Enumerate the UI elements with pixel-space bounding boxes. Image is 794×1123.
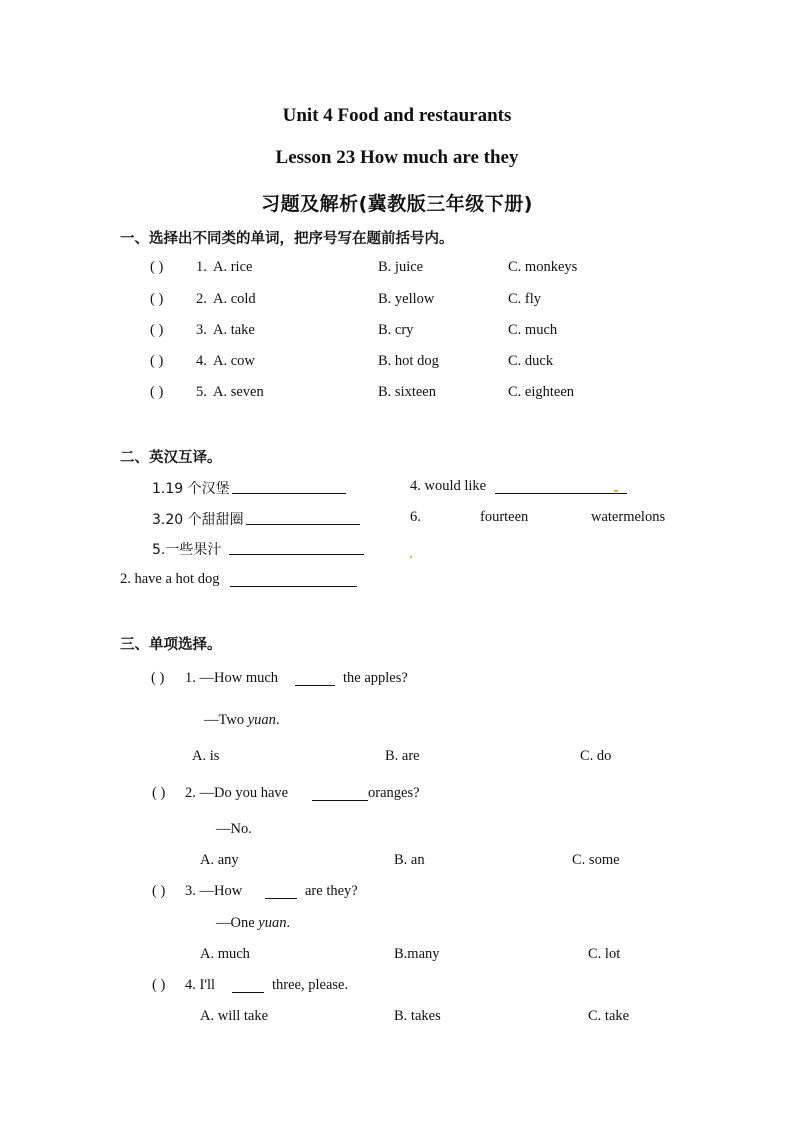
answer-blank[interactable] — [495, 480, 627, 494]
question-stem-end: three, please. — [272, 977, 349, 993]
answer-blank[interactable] — [232, 979, 264, 993]
dialogue-answer: —No. — [216, 821, 252, 837]
option-b: B. juice — [378, 259, 424, 275]
option-c[interactable]: C. lot — [588, 946, 621, 962]
dialogue-answer: —One yuan. — [216, 915, 291, 931]
option-b[interactable]: B.many — [394, 946, 440, 962]
option-a: A. rice — [213, 259, 253, 275]
answer-blank[interactable] — [229, 541, 364, 555]
option-a[interactable]: A. any — [200, 852, 239, 868]
answer-paren[interactable]: ( ) — [152, 883, 166, 899]
item-number: 2. — [196, 291, 207, 307]
answer-blank[interactable] — [312, 787, 368, 801]
translate-prompt: 1.19 个汉堡 — [152, 481, 230, 497]
question-stem-end: are they? — [305, 883, 358, 899]
option-a: A. seven — [213, 384, 264, 400]
option-b: B. yellow — [378, 291, 435, 307]
question-stem-end: oranges? — [368, 785, 420, 801]
section2-heading: 二、英汉互译。 — [120, 450, 222, 466]
dialogue-answer: —Two yuan. — [204, 712, 280, 728]
option-b[interactable]: B. are — [385, 748, 420, 764]
option-c[interactable]: C. some — [572, 852, 620, 868]
option-c: C. monkeys — [508, 259, 578, 275]
section3-heading: 三、单项选择。 — [120, 637, 222, 653]
option-a[interactable]: A. will take — [200, 1008, 269, 1024]
translate-prompt: 2. have a hot dog — [120, 571, 220, 587]
item-number: 6. — [410, 509, 421, 525]
answer-blank[interactable] — [232, 480, 346, 494]
option-b: B. sixteen — [378, 384, 436, 400]
option-a: A. take — [213, 322, 255, 338]
question-stem: 3. —How — [185, 883, 243, 899]
answer-blank[interactable] — [265, 885, 297, 899]
item-number: 4. — [196, 353, 207, 369]
section1-heading: 一、选择出不同类的单词，把序号写在题前括号内。 — [120, 231, 454, 247]
option-c: C. much — [508, 322, 558, 338]
page-subtitle: 习题及解析(冀教版三年级下册) — [261, 193, 533, 215]
scramble-word: fourteen — [480, 509, 529, 525]
item-number: 1. — [196, 259, 207, 275]
translate-prompt: 5.一些果汁 — [152, 542, 222, 558]
option-a[interactable]: A. is — [192, 748, 220, 764]
item-number: 3. — [196, 322, 207, 338]
option-c: C. fly — [508, 291, 542, 307]
question-stem: 2. —Do you have — [185, 785, 289, 801]
item-number: 5. — [196, 384, 207, 400]
scramble-word: watermelons — [591, 509, 666, 525]
answer-blank[interactable] — [230, 573, 357, 587]
option-b: B. hot dog — [378, 353, 439, 369]
option-b[interactable]: B. an — [394, 852, 425, 868]
translate-prompt: 4. would like — [410, 478, 487, 494]
ink-speck — [410, 556, 412, 558]
answer-paren[interactable]: ( ) — [152, 977, 166, 993]
unit-title: Unit 4 Food and restaurants — [282, 105, 512, 126]
option-c: C. eighteen — [508, 384, 575, 400]
option-c[interactable]: C. do — [580, 748, 612, 764]
answer-blank[interactable] — [295, 672, 335, 686]
answer-paren[interactable]: ( ) — [151, 670, 165, 686]
ink-speck — [614, 490, 618, 492]
question-stem: 4. I'll — [185, 977, 215, 993]
option-c: C. duck — [508, 353, 554, 369]
lesson-title: Lesson 23 How much are they — [275, 147, 519, 168]
answer-paren[interactable]: ( ) — [150, 259, 164, 275]
question-stem: 1. —How much — [185, 670, 279, 686]
question-stem-end: the apples? — [343, 670, 408, 686]
option-b: B. cry — [378, 322, 414, 338]
answer-paren[interactable]: ( ) — [150, 322, 164, 338]
answer-paren[interactable]: ( ) — [150, 384, 164, 400]
answer-paren[interactable]: ( ) — [150, 291, 164, 307]
answer-paren[interactable]: ( ) — [152, 785, 166, 801]
option-a[interactable]: A. much — [200, 946, 250, 962]
option-c[interactable]: C. take — [588, 1008, 630, 1024]
option-a: A. cow — [213, 353, 255, 369]
translate-prompt: 3.20 个甜甜圈 — [152, 512, 244, 528]
answer-blank[interactable] — [246, 511, 360, 525]
option-a: A. cold — [213, 291, 256, 307]
answer-paren[interactable]: ( ) — [150, 353, 164, 369]
option-b[interactable]: B. takes — [394, 1008, 441, 1024]
